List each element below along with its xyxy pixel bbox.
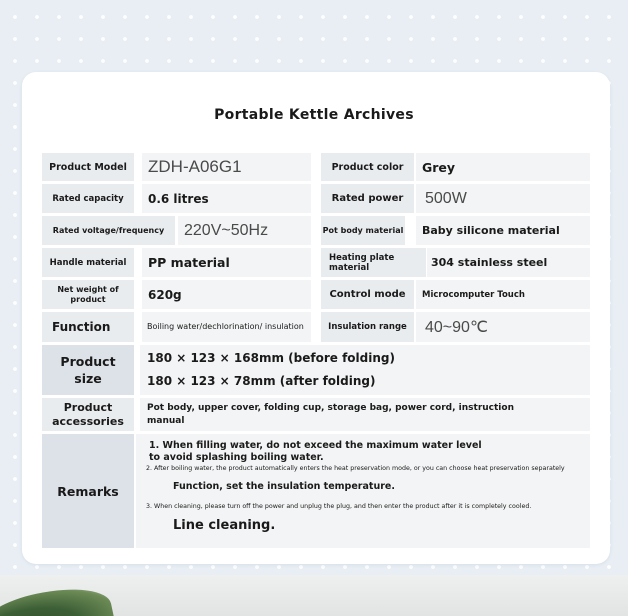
value-product-model: ZDH-A06G1	[142, 153, 311, 181]
value-function: Boiling water/dechlorination/ insulation	[142, 312, 311, 342]
product-size-after-folding: 180 × 123 × 78mm (after folding)	[147, 374, 376, 388]
remark-line-3: 3. When cleaning, please turn off the power and unplug the plug, and then enter the product after it is completely cooled.	[146, 502, 532, 510]
label-product-model: Product Model	[42, 153, 134, 181]
page-title: Portable Kettle Archives	[214, 107, 414, 123]
value-rated-capacity: 0.6 litres	[142, 184, 311, 213]
value-pot-body-material: Baby silicone material	[416, 216, 590, 245]
label-rated-capacity: Rated capacity	[42, 184, 134, 213]
label-function: Function	[42, 312, 134, 342]
remark-line-2b: Function, set the insulation temperature.	[173, 480, 395, 492]
remark-line-2: 2. After boiling water, the product automatically enters the heat preservation mode, or you can choose heat preservation separately	[146, 465, 565, 472]
label-pot-body-material: Pot body material	[321, 216, 405, 245]
product-size-before-folding: 180 × 123 × 168mm (before folding)	[147, 351, 395, 365]
value-product-size	[140, 345, 590, 395]
label-rated-voltage: Rated voltage/frequency	[42, 216, 175, 245]
remark-line-1: 1. When filling water, do not exceed the maximum water level to avoid splashing boiling water.	[149, 440, 482, 463]
label-control-mode: Control mode	[321, 280, 414, 309]
value-handle-material: PP material	[142, 248, 311, 277]
label-product-color: Product color	[321, 153, 414, 181]
label-heating-plate-material: Heating plate material	[321, 248, 426, 277]
label-remarks: Remarks	[42, 434, 134, 548]
label-product-size: Product size	[42, 345, 134, 395]
value-product-accessories: Pot body, upper cover, folding cup, storage bag, power cord, instruction manual	[140, 398, 590, 431]
remarks-content	[136, 434, 590, 548]
label-rated-power: Rated power	[321, 184, 414, 213]
label-insulation-range: Insulation range	[321, 312, 414, 342]
value-heating-plate-material: 304 stainless steel	[427, 248, 590, 277]
label-handle-material: Handle material	[42, 248, 134, 277]
label-product-accessories: Product accessories	[42, 398, 134, 431]
value-product-color: Grey	[416, 153, 590, 181]
value-net-weight: 620g	[142, 280, 311, 309]
label-net-weight: Net weight of product	[42, 280, 134, 309]
remark-line-3b: Line cleaning.	[173, 517, 276, 533]
value-control-mode: Microcomputer Touch	[416, 280, 590, 309]
value-rated-voltage: 220V~50Hz	[178, 216, 311, 245]
value-insulation-range: 40~90℃	[416, 312, 590, 342]
value-rated-power: 500W	[416, 184, 590, 213]
